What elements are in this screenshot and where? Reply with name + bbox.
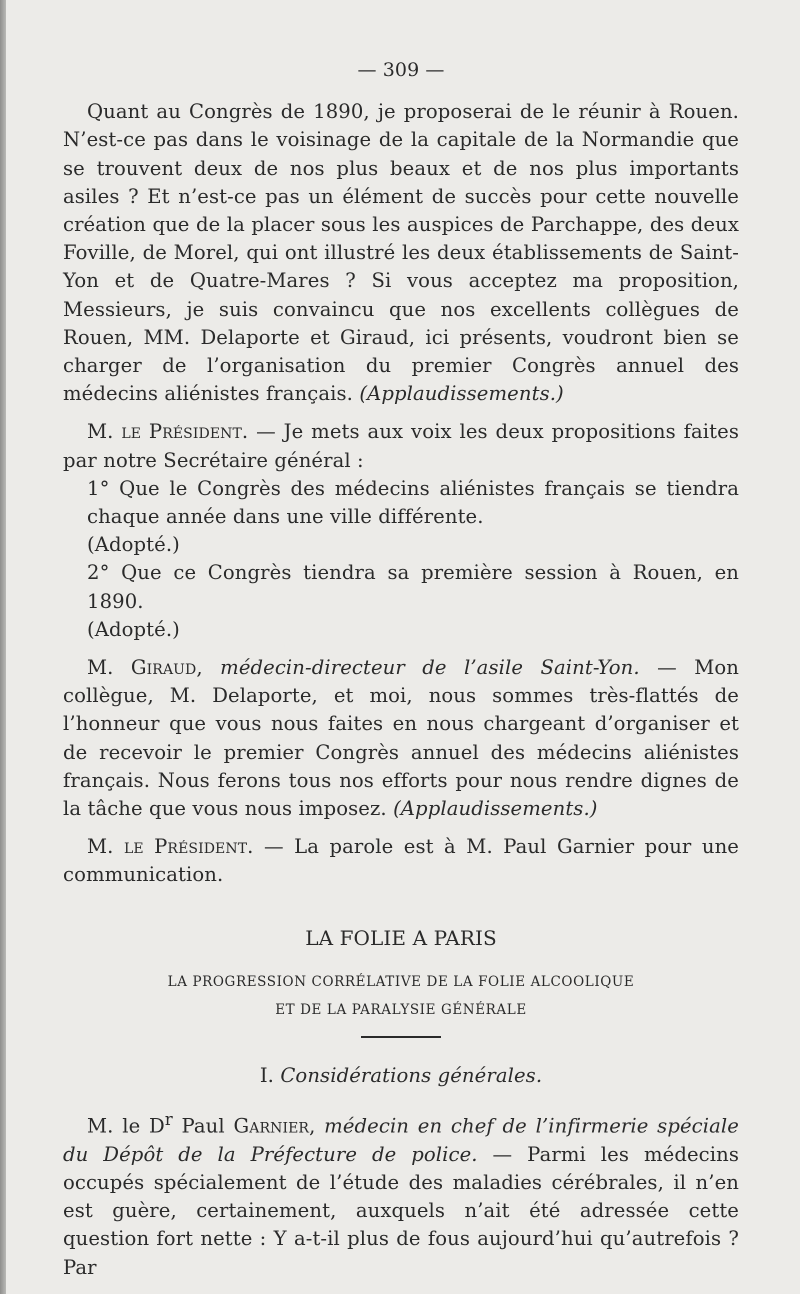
proposition-2 [63,559,739,615]
paragraph-text: — Je mets aux voix les deux propositions faites par notre Secrétaire général : [63,420,739,472]
paragraph-text: — Parmi les médecins occupés spécialement de l’étude des maladies cérébrales, il n’en est guère, certainement, auxquels n’ait été adressée cette question fort nette : Y a-t-il plus de fous aujourd’hui qu’autrefois ? Par [63,1142,739,1279]
paragraph-president-vote [63,418,739,474]
paragraph-president-garnier [63,833,739,889]
article-subheading-line-2: ET DE LA PARALYSIE GÉNÉRALE [275,1001,527,1018]
speaker-first-name: Paul [181,1114,225,1138]
speaker-title: médecin en chef de l’infirmerie spéciale du Dépôt de la Préfecture de police. [63,1114,739,1166]
paragraph-congres-1890 [63,98,739,408]
speaker-prefix: M. [87,420,114,444]
heading-rule [361,1036,441,1038]
article-heading: LA FOLIE A PARIS [305,925,497,950]
speaker-name: le Président. [123,835,254,859]
paragraph-giraud [63,654,739,823]
speaker-name: Giraud, [130,656,203,680]
paragraph-text: Quant au Congrès de 1890, je proposerai de le réunir à Rouen. N’est-ce pas dans le voisinage de la capitale de la Normandie que se trouvent deux de nos plus beaux et de nos plus importants asiles ? Et n’est-ce pas un élément de succès pour cette nouvelle création que de la placer sous les auspices de Parchappe, des deux Foville, de Morel, qui ont illustré les deux établissements de Saint-Yon et de Quatre-Mares ? Si vous acceptez ma proposition, Messieurs, je suis convaincu que nos excellents collègues de Rouen, MM. Delaporte et Giraud, ici présents, voudront bien se charger de l’organisation du premier Congrès annuel des médecins aliénistes français. [63,100,739,406]
proposition-1-status: (Adopté.) [87,533,180,557]
speaker-title: médecin-directeur de l’asile Saint-Yon. [220,656,640,680]
applause-note: (Applaudissements.) [359,382,564,406]
speaker-name: le Président. [121,420,249,444]
speaker-prefix: M. [87,835,114,859]
proposition-text: 1° Que le Congrès des médecins aliénistes français se tiendra chaque année dans une ville différente. [87,476,739,529]
speaker-prefix: M. [87,656,114,680]
proposition-2-status: (Adopté.) [87,617,180,641]
page-text [63,56,739,1282]
paragraph-garnier [63,1106,739,1282]
page-number: — 309 — [357,59,445,81]
speaker-name: Garnier, [233,1114,316,1138]
paragraph-text: — Mon collègue, M. Delaporte, et moi, nous sommes très-flattés de l’honneur que vous nous faites en nous chargeant d’organiser et de recevoir le premier Congrès annuel des médecins aliénistes français. Nous ferons tous nos efforts pour nous rendre dignes de la tâche que vous nous imposez. [63,656,739,821]
doctor-abbrev-sup: r [164,1110,173,1130]
section-number: I. [259,1063,274,1087]
book-page [6,0,800,1294]
proposition-1 [63,475,739,531]
speaker-prefix: M. le D [87,1114,165,1138]
section-heading [63,1062,739,1090]
paragraph-text: — La parole est à M. Paul Garnier pour une communication. [63,835,739,887]
article-subheading-line-1: LA PROGRESSION CORRÉLATIVE DE LA FOLIE ALCOOLIQUE [167,973,635,990]
proposition-text: 2° Que ce Congrès tiendra sa première session à Rouen, en 1890. [87,561,739,613]
applause-note: (Applaudissements.) [393,797,598,821]
section-title: Considérations générales. [280,1063,543,1087]
